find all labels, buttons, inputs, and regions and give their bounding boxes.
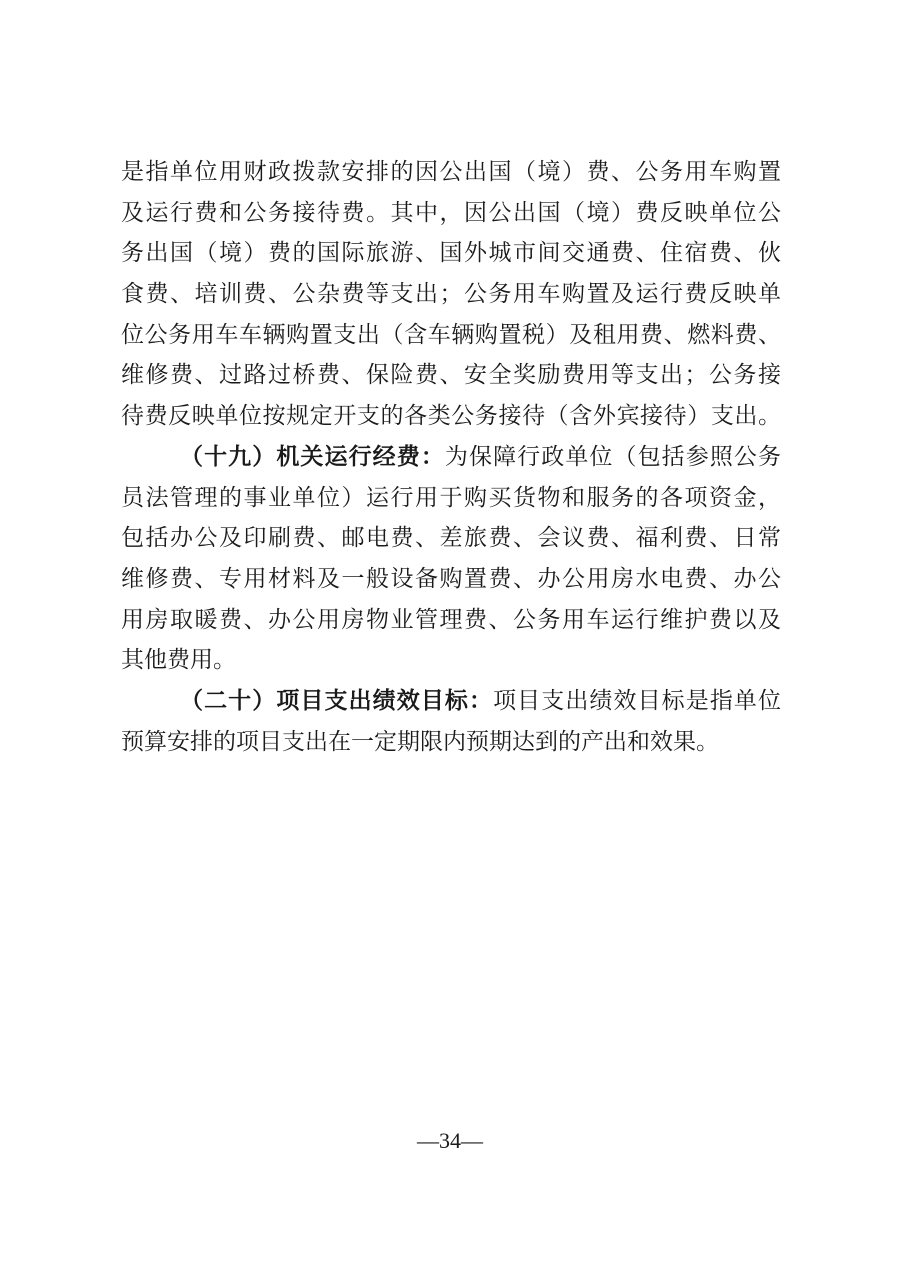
text-run: 为保障行政单位（包括参照公务 <box>444 443 782 470</box>
text-line: 食费、培训费、公杂费等支出；公务用车购置及运行费反映单 <box>121 281 781 308</box>
text-line: 是指单位用财政拨款安排的因公出国（境）费、公务用车购置 <box>121 159 781 185</box>
text-line: 维修费、过路过桥费、保险费、安全奖励费用等支出；公务接 <box>121 362 781 389</box>
paragraph-official-expenses <box>121 152 781 437</box>
text-line: 用房取暖费、办公用房物业管理费、公务用车运行维护费以及 <box>121 606 781 633</box>
text-line: 预算安排的项目支出在一定期限内预期达到的产出和效果。 <box>121 728 719 755</box>
text-line-first <box>121 437 781 478</box>
text-line: 待费反映单位按规定开支的各类公务接待（含外宾接待）支出。 <box>121 403 781 430</box>
text-line-first <box>121 681 781 722</box>
page-number: —34— <box>417 1128 483 1153</box>
text-line: 包括办公及印刷费、邮电费、差旅费、会议费、福利费、日常 <box>121 525 781 552</box>
text-line: 其他费用。 <box>121 647 236 674</box>
section-heading: （二十）项目支出绩效目标： <box>180 686 494 714</box>
text-run: 项目支出绩效目标是指单位 <box>493 687 782 714</box>
text-line: 维修费、专用材料及一般设备购置费、办公用房水电费、办公 <box>121 565 781 592</box>
text-line: 务出国（境）费的国际旅游、国外城市间交通费、住宿费、伙 <box>121 240 781 267</box>
paragraph-agency-operating-expenses <box>121 437 781 681</box>
text-line: 位公务用车车辆购置支出（含车辆购置税）及租用费、燃料费、 <box>121 321 781 348</box>
document-body <box>121 152 781 762</box>
paragraph-performance-targets <box>121 681 781 762</box>
section-heading: （十九）机关运行经费： <box>180 442 445 470</box>
text-line: 及运行费和公务接待费。其中，因公出国（境）费反映单位公 <box>121 199 781 226</box>
text-line: 员法管理的事业单位）运行用于购买货物和服务的各项资金， <box>121 484 781 511</box>
